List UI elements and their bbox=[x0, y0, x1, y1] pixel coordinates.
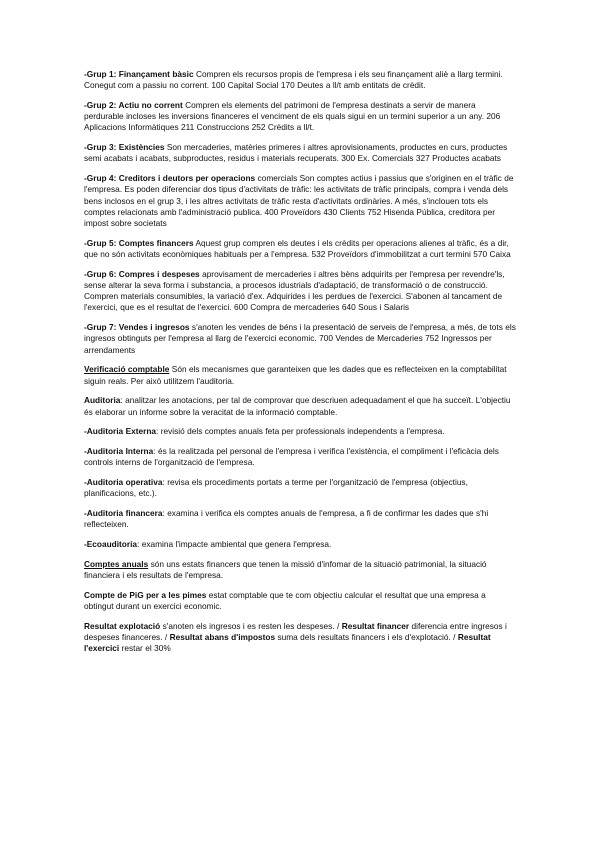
resultat-exercici-label: Resultat l'exercici bbox=[84, 632, 491, 654]
auditoria-label: Auditoria bbox=[84, 395, 121, 406]
ecoauditoria-label: -Ecoauditoria bbox=[84, 539, 138, 550]
grup-2-label: -Grup 2: Actiu no corrent bbox=[84, 100, 183, 110]
grup-6-paragraph bbox=[84, 269, 517, 314]
ecoauditoria-paragraph bbox=[84, 539, 517, 550]
auditoria-text: : analitzar les anotacions, per tal de comprovar que descriuen adequadament el que ha succeït. L'objectiu és elaborar un informe sobre la veracitat de la informació comptable. bbox=[84, 395, 511, 417]
auditoria-paragraph bbox=[84, 395, 517, 417]
compte-pig-text: estat comptable que te com objectiu calcular el resultat que una empresa a obtingut durant un exercici economic. bbox=[84, 590, 486, 612]
grup-6-label: -Grup 6: Compres i despeses bbox=[84, 268, 200, 279]
auditoria-externa-paragraph bbox=[84, 426, 517, 437]
grup-3-paragraph bbox=[84, 142, 517, 164]
resultats-paragraph bbox=[84, 621, 517, 655]
verificacio-paragraph bbox=[84, 364, 517, 386]
verificacio-label: Verificació comptable bbox=[84, 364, 170, 375]
auditoria-operativa-paragraph bbox=[84, 477, 517, 499]
verificacio-text: Són els mecanismes que garanteixen que les dades que es reflecteixen en la comptabilitat siguin reals. Per això utilitzem l'auditoria. bbox=[84, 364, 507, 386]
auditoria-interna-paragraph bbox=[84, 446, 517, 468]
auditoria-externa-label: -Auditoria Externa bbox=[84, 426, 157, 437]
grup-3-label: -Grup 3: Existències bbox=[84, 142, 165, 153]
compte-pig-paragraph bbox=[84, 590, 517, 612]
grup-5-paragraph bbox=[84, 238, 517, 260]
auditoria-interna-label: -Auditoria Interna bbox=[84, 446, 154, 457]
grup-1-paragraph bbox=[84, 69, 517, 91]
resultat-explotacio-label: Resultat explotació bbox=[84, 621, 161, 632]
grup-4-label: -Grup 4: Creditors i deutors per operacions bbox=[84, 173, 256, 184]
auditoria-operativa-text: : revisa els procediments portats a terme per l'organització de l'empresa (objectius, planificacions, etc.). bbox=[84, 477, 468, 499]
comptes-anuals-text: són uns estats financers que tenen la missió d'infomar de la situació patrimonial, la situació financiera i els resultats de l'empresa. bbox=[84, 559, 487, 581]
grup-3-text: Son mercaderies, matèries primeres i altres aprovisionaments, productes en curs, productes semi acabats i acabats, subproductes, residus i materials recuperats. 300 Ex. Comercials 327 Productes acabats bbox=[84, 142, 508, 164]
resultat-explotacio-text: s'anoten els ingresos i es resten les despeses. / bbox=[160, 621, 342, 632]
auditoria-financera-label: -Auditoria financera bbox=[84, 508, 163, 519]
grup-7-paragraph bbox=[84, 322, 517, 356]
resultat-financer-label: Resultat financer bbox=[341, 621, 410, 632]
resultat-abans-impostos-text: suma dels resultats financers i els d'explotació. / bbox=[275, 632, 458, 643]
grup-4-text: comercials Son comptes actius i passius que s'originen en el tràfic de l'empresa. Es poden diferenciar dos tipus d'activitats de tràfic: les activitats de tràfic principals, compra i venda dels bens inclosos en el grup 3, i les altres activitats de tràfic resta d'activitats ordinàries. A més, s'inclouen tots els comptes relacionats amb l'administració publica. 400 Proveïdors 430 Clients 752 Hisenda Pública, creditora per impost sobre societats bbox=[84, 173, 514, 229]
compte-pig-label: Compte de PiG per a les pimes bbox=[84, 590, 207, 601]
grup-5-text: Aquest grup compren els deutes i els crèdits per operacions alienes al tràfic, és a dir, que no són activitats econòmiques habituals per a l'empresa. 532 Proveïdors d'immobilitzat a curt termini 570 Caixa bbox=[84, 237, 511, 260]
resultat-abans-impostos-label: Resultat abans d'impostos bbox=[169, 632, 276, 643]
resultat-exercici-text: restar el 30% bbox=[119, 643, 171, 654]
grup-2-text: Compren els elements del patrimoni de l'empresa destinats a servir de manera perdurable incloses les inversions financeres el venciment de els quals sigui en un termini superior a un any. 206 Aplicacions Informàtiques 211 Construccions 252 Crèdits a ll/t. bbox=[84, 100, 501, 133]
grup-4-paragraph bbox=[84, 173, 517, 229]
comptes-anuals-label: Comptes anuals bbox=[84, 559, 149, 570]
auditoria-financera-text: : examina i verifica els comptes anuals de l'empresa, a fi de confirmar les dades que s'hi reflecteixen. bbox=[84, 508, 489, 530]
auditoria-externa-text: : revisió dels comptes anuals feta per professionals independents a l'empresa. bbox=[156, 426, 445, 437]
comptes-anuals-paragraph bbox=[84, 559, 517, 581]
auditoria-interna-text: : és la realitzada pel personal de l'empresa i verifica l'existència, el compliment i l'eficàcia dels controls interns de l'organització de l'empresa. bbox=[84, 446, 499, 468]
ecoauditoria-text: : examina l'impacte ambiental que genera l'empresa. bbox=[137, 539, 332, 550]
grup-7-text: s'anoten les vendes de béns i la presentació de serveis de l'empresa, a més, de tots els ingresos obtinguts per l'empresa al llarg de l'exercici economic. 700 Vendes de Mercaderies 752 Ingressos per arrendaments bbox=[84, 322, 516, 355]
resultat-financer-text: diferencia entre ingresos i despeses financeres. / bbox=[84, 621, 507, 643]
grup-1-text: Compren els recursos propis de l'empresa i els seu finançament aliè a llarg termini. Conegut com a passiu no corrent. 100 Capital Social 170 Deutes a ll/t amb entitats de crèdit. bbox=[84, 69, 503, 91]
auditoria-operativa-label: -Auditoria operativa bbox=[84, 477, 163, 488]
grup-2-paragraph bbox=[84, 100, 517, 134]
auditoria-financera-paragraph bbox=[84, 508, 517, 530]
grup-1-label: -Grup 1: Finançament bàsic bbox=[84, 69, 194, 79]
grup-5-label: -Grup 5: Comptes financers bbox=[84, 237, 194, 248]
grup-6-text: aprovisament de mercaderies i altres bèns adquirits per l'empresa per revendre'ls, sense alterar la seva forma i substancia, a procesos idustrials d'adaptació, de transformació o de construcció. Compren materials consumibles, la variació d'ex. Adquirides i les perdues de l'exercici. S'abonen al tancament de l'exercici, que es el resultat de l'exercici. 600 Compra de mercaderies 640 Sous i Salaris bbox=[84, 268, 505, 313]
grup-7-label: -Grup 7: Vendes i ingresos bbox=[84, 322, 190, 333]
